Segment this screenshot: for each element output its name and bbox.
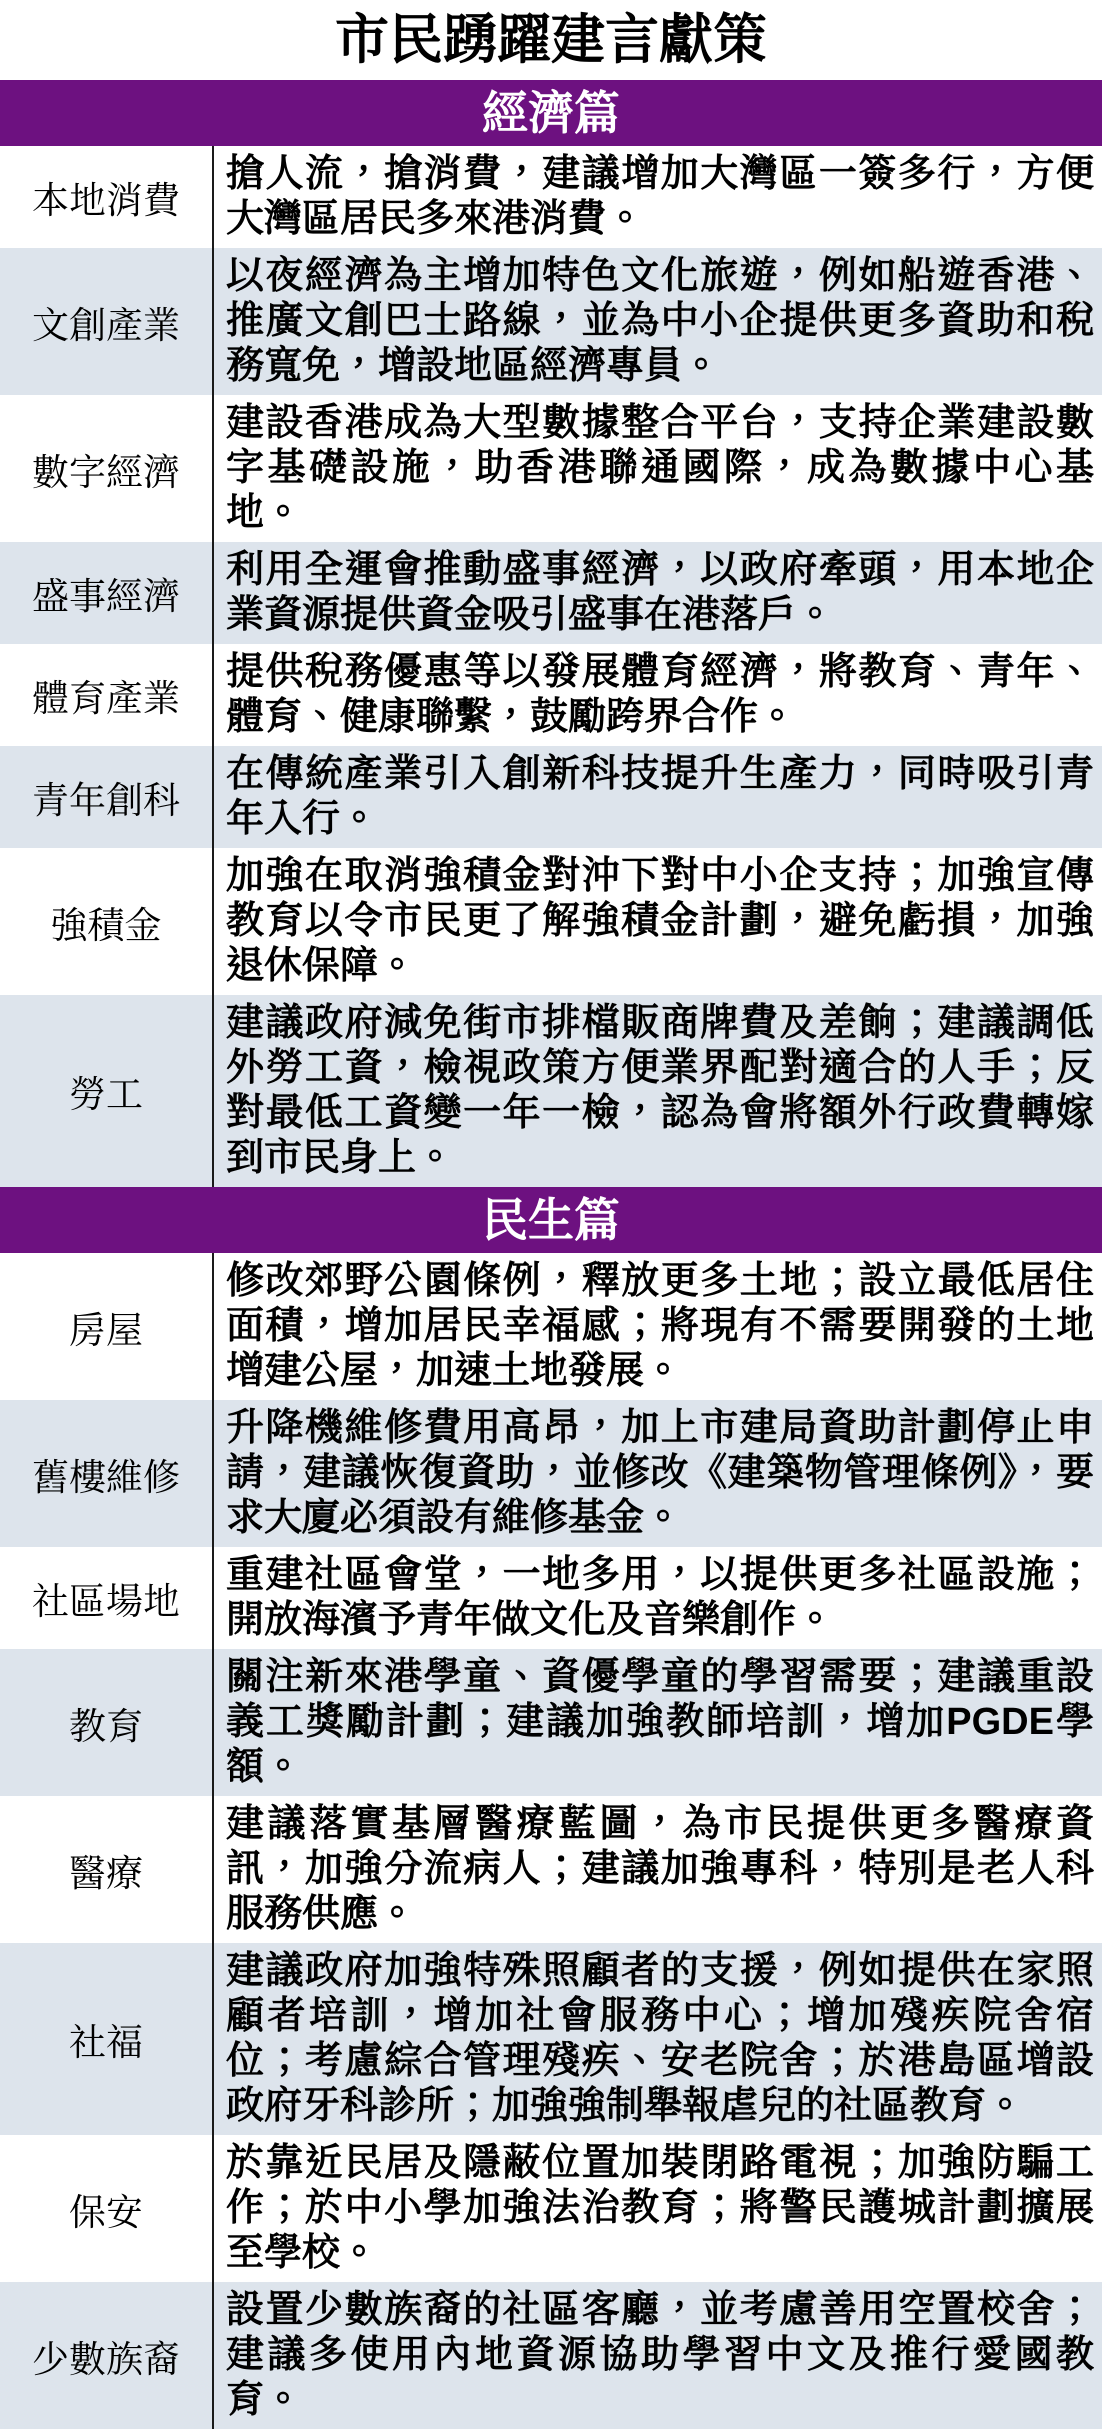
category-label: 舊樓維修 (32, 1456, 180, 1498)
table-row (0, 1547, 1102, 1649)
suggestion-cell (212, 248, 1102, 395)
suggestion-cell (212, 146, 1102, 248)
suggestion-cell (212, 1253, 1102, 1400)
suggestion-cell (212, 995, 1102, 1187)
table-row (0, 1649, 1102, 1796)
suggestion-cell (212, 395, 1102, 542)
suggestion-cell (212, 644, 1102, 746)
bottom-margin (0, 2429, 1102, 2435)
category-label: 保安 (69, 2191, 143, 2233)
category-label: 體育產業 (32, 678, 180, 719)
sections-container (0, 80, 1102, 2429)
suggestion-cell (212, 848, 1102, 995)
suggestion-text: 建議政府減免街市排檔販商牌費及差餉；建議調低外勞工資，檢視政策方便業界配對適合的人手；反對最低工資變一年一檢，認為會將額外行政費轉嫁到市民身上。 (226, 1002, 1094, 1179)
category-label: 數字經濟 (32, 451, 180, 493)
suggestion-cell (212, 2282, 1102, 2429)
table-row (0, 2135, 1102, 2282)
category-label: 本地消費 (32, 180, 180, 221)
table-row (0, 248, 1102, 395)
suggestion-cell (212, 1796, 1102, 1943)
suggestion-text: 提供稅務優惠等以發展體育經濟，將教育、青年、體育、健康聯繫，鼓勵跨界合作。 (226, 651, 1094, 738)
suggestion-text: 在傳統產業引入創新科技提升生產力，同時吸引青年入行。 (226, 753, 1094, 840)
suggestion-text: 加強在取消強積金對沖下對中小企支持；加強宣傳教育以令市民更了解強積金計劃，避免虧損，加強退休保障。 (226, 855, 1094, 987)
suggestion-text: 關注新來港學童、資優學童的學習需要；建議重設義工獎勵計劃；建議加強教師培訓，增加PGDE學額。 (226, 1656, 1094, 1788)
category-label: 強積金 (50, 904, 162, 946)
category-label: 少數族裔 (32, 2338, 180, 2380)
suggestion-cell (212, 1649, 1102, 1796)
suggestion-cell (212, 1400, 1102, 1547)
category-label: 盛事經濟 (32, 576, 180, 617)
category-label: 醫療 (69, 1852, 143, 1894)
suggestion-cell (212, 1547, 1102, 1649)
suggestion-text: 設置少數族裔的社區客廳，並考慮善用空置校舍；建議多使用內地資源協助學習中文及推行愛國教育。 (226, 2289, 1094, 2421)
category-label: 社福 (69, 2022, 143, 2063)
suggestion-text: 修改郊野公園條例，釋放更多土地；設立最低居住面積，增加居民幸福感；將現有不需要開發的土地增建公屋，加速土地發展。 (226, 1260, 1094, 1392)
category-label: 青年創科 (32, 780, 180, 821)
table-row (0, 1943, 1102, 2135)
category-label: 房屋 (69, 1309, 143, 1351)
category-label: 社區場地 (32, 1581, 180, 1622)
table-row (0, 995, 1102, 1187)
table-row (0, 1400, 1102, 1547)
suggestion-text: 建議政府加強特殊照顧者的支援，例如提供在家照顧者培訓，增加社會服務中心；增加殘疾院舍宿位；考慮綜合管理殘疾、安老院舍；於港島區增設政府牙科診所；加強強制舉報虐兒的社區教育。 (226, 1950, 1094, 2127)
suggestion-text: 升降機維修費用高昂，加上市建局資助計劃停止申請，建議恢復資助，並修改《建築物管理條例》，要求大廈必須設有維修基金。 (226, 1407, 1094, 1539)
suggestion-text: 重建社區會堂，一地多用，以提供更多社區設施；開放海濱予青年做文化及音樂創作。 (226, 1554, 1094, 1641)
table-row (0, 542, 1102, 644)
table-row (0, 146, 1102, 248)
suggestion-cell (212, 2135, 1102, 2282)
category-label: 教育 (69, 1705, 143, 1747)
suggestion-text: 建議落實基層醫療藍圖，為市民提供更多醫療資訊，加強分流病人；建議加強專科，特別是老人科服務供應。 (226, 1803, 1094, 1935)
suggestion-text: 建設香港成為大型數據整合平台，支持企業建設數字基礎設施，助香港聯通國際，成為數據中心基地。 (226, 402, 1094, 534)
suggestion-cell (212, 1943, 1102, 2135)
suggestion-text: 以夜經濟為主增加特色文化旅遊，例如船遊香港、推廣文創巴士路線，並為中小企提供更多資助和稅務寬免，增設地區經濟專員。 (226, 255, 1094, 387)
table-row (0, 2282, 1102, 2429)
table-row (0, 1253, 1102, 1400)
category-label: 文創產業 (32, 304, 180, 346)
table-row (0, 395, 1102, 542)
suggestion-text: 於靠近民居及隱蔽位置加裝閉路電視；加強防騙工作；於中小學加強法治教育；將警民護城計劃擴展至學校。 (226, 2142, 1094, 2274)
section-header: 經濟篇 (0, 80, 1102, 146)
table-row (0, 746, 1102, 848)
table-row (0, 644, 1102, 746)
category-label: 勞工 (69, 1074, 143, 1115)
page-title: 市民踴躍建言獻策 (335, 10, 767, 70)
table-row (0, 848, 1102, 995)
suggestion-cell (212, 746, 1102, 848)
suggestion-cell (212, 542, 1102, 644)
table-row (0, 1796, 1102, 1943)
suggestion-text: 搶人流，搶消費，建議增加大灣區一簽多行，方便大灣區居民多來港消費。 (226, 153, 1094, 240)
suggestion-text: 利用全運會推動盛事經濟，以政府牽頭，用本地企業資源提供資金吸引盛事在港落戶。 (226, 549, 1094, 636)
section-header: 民生篇 (0, 1187, 1102, 1253)
